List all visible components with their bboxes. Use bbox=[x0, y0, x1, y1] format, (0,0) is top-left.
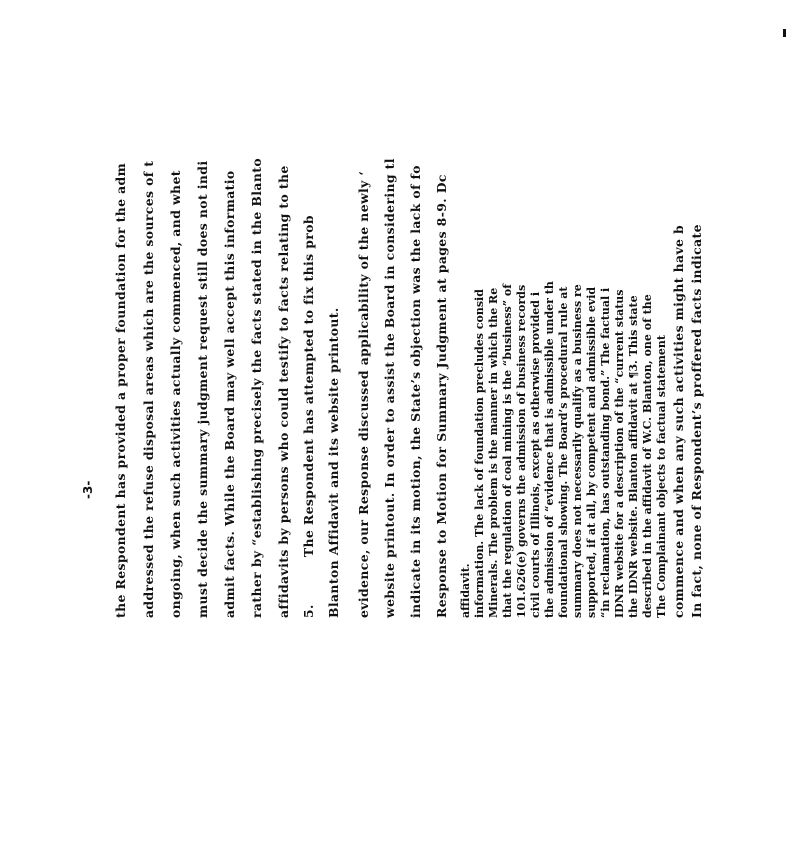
block-quote-line: the admission of “evidence that is admissible under th bbox=[543, 281, 556, 618]
body-line: website printout. In order to assist the Board in considering tl bbox=[382, 158, 397, 618]
paragraph-5-line: addressed the refuse disposal areas which are the sources of t bbox=[141, 160, 156, 618]
lead-line: In fact, none of Respondent’s proffered facts indicate bbox=[689, 224, 704, 618]
block-quote-line: civil courts of Illinois, except as otherwise provided i bbox=[529, 292, 542, 618]
block-quote-line: IDNR website for a description of the “current status bbox=[613, 289, 626, 618]
block-quote-line: supported, if at all, by competent and admissible evid bbox=[585, 286, 598, 618]
lead-line: commence and when any such activities might have b bbox=[671, 224, 686, 618]
block-quote-line: that the regulation of coal mining is the “business” of bbox=[501, 284, 514, 618]
paragraph-5-line: admit facts. While the Board may well accept this informatio bbox=[222, 170, 237, 618]
block-quote-line: foundational showing. The Board’s procedural rule at bbox=[557, 286, 570, 618]
block-quote-line: affidavit. bbox=[459, 563, 472, 618]
block-quote-line: Minerals. The problem is the manner in which the Re bbox=[487, 287, 500, 618]
paragraph-5-line: ongoing, when such activities actually commenced, and whet bbox=[168, 170, 183, 618]
block-quote-line: the IDNR website. Blanton affidavit at ¶3. This state bbox=[627, 295, 640, 618]
paragraph-5-line: 5. The Respondent has attempted to fix this prob bbox=[301, 215, 316, 618]
paragraph-5-line: must decide the summary judgment request still does not indi bbox=[195, 160, 210, 618]
body-line: evidence, our Response discussed applicability of the newly ‘ bbox=[356, 170, 371, 618]
paragraph-5-line: affidavits by persons who could testify to facts relating to the bbox=[276, 165, 291, 618]
body-line: indicate in its motion, the State’s objection was the lack of fo bbox=[408, 165, 423, 618]
block-quote-line: “in reclamation, has outstanding bond.” The factual i bbox=[599, 287, 612, 618]
block-quote-line: 101.626(e) governs the admission of business records bbox=[515, 284, 528, 618]
scan-mark bbox=[783, 29, 786, 37]
paragraph-5-line: the Respondent has provided a proper foundation for the adm bbox=[113, 162, 128, 618]
page-number: -3- bbox=[81, 480, 95, 500]
body-line: Blanton Affidavit and its website printout. bbox=[326, 307, 341, 618]
block-quote-line: information. The lack of foundation precludes consid bbox=[473, 289, 486, 618]
block-quote-line: The Complainant objects to factual statement bbox=[655, 335, 668, 618]
paragraph-5-line: rather by “establishing precisely the facts stated in the Blanto bbox=[249, 157, 264, 618]
body-line: Response to Motion for Summary Judgment at pages 8-9. Dc bbox=[434, 174, 449, 618]
block-quote-line: summary does not necessarily qualify as a business re bbox=[571, 284, 584, 618]
block-quote-line: described in the affidavit of W.C. Blanton, one of the bbox=[641, 294, 654, 618]
